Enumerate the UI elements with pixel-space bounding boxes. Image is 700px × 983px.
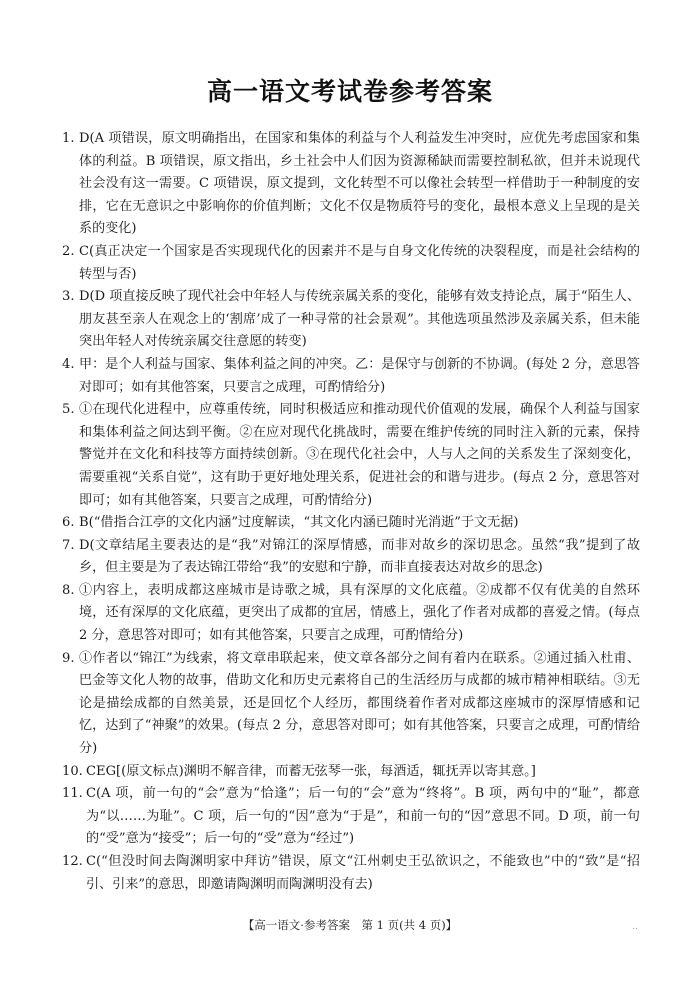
answer-item-1 bbox=[62, 128, 640, 241]
answer-text: B(“借指合江亭的文化内涵”过度解读，“其文化内涵已随时光消逝”于文无据) bbox=[79, 515, 519, 531]
answer-item-5 bbox=[62, 399, 640, 512]
answer-number: 7. bbox=[62, 537, 75, 553]
answer-text: C(真正决定一个国家是否实现现代化的因素并不是与自身文化传统的决裂程度，而是社会结构的转型与否) bbox=[79, 243, 640, 282]
answer-list bbox=[62, 128, 640, 896]
answer-text: C(A 项，前一句的“会”意为“恰逢”；后一句的“会”意为“终将”。B 项，两句中的“耻”，都意为“以……为耻”。C 项，后一句的“因”意为“于是”，和前一句的“因”意思不同。D 项，前一句的“受”意为“接受”；后一句的“受”意为“经过”) bbox=[86, 786, 640, 847]
answer-item-7 bbox=[62, 535, 640, 580]
answer-text: C(“但没时间去陶渊明家中拜访”错误，原文“江州刺史王弘欲识之，不能致也”中的“致”是“招引、引来”的意思，即邀请陶渊明而陶渊明没有去) bbox=[86, 854, 640, 892]
corner-dot-mark: .. bbox=[632, 922, 638, 932]
answer-number: 1. bbox=[62, 131, 75, 146]
answer-item-9 bbox=[62, 648, 640, 761]
answer-text: D(D 项直接反映了现代社会中年轻人与传统亲属关系的变化，能够有效支持论点，属于“陌生人、朋友甚至亲人在观念上的‘割席’成了一种寻常的社会景观”。其他选项虽然涉及亲属关系，但未能突出年轻人对传统亲属交往意愿的转变) bbox=[79, 289, 640, 350]
answer-text: ①内容上，表明成都这座城市是诗歌之城，具有深厚的文化底蕴。②成都不仅有优美的自然环境，还有深厚的文化底蕴，更突出了成都的宜居，情感上，强化了作者对成都的喜爱之情。(每点 2 分，意思答对即可；如有其他答案，只要言之成理，可酌情给分) bbox=[79, 582, 640, 644]
answer-text: ①在现代化进程中，应尊重传统，同时积极适应和推动现代价值观的发展，确保个人利益与国家和集体利益之间达到平衡。②在应对现代化挑战时，需要在维护传统的同时注入新的元素，保持警觉并在文化和科技等方面持续创新。③在现代化社会中，人与人之间的关系发生了深刻变化，需要重视“关系自觉”，这有助于更好地处理关系，促进社会的和谐与进步。(每点 2 分，意思答对即可；如有其他答案，只要言之成理，可酌情给分) bbox=[79, 402, 640, 508]
answer-text: ①作者以“锦江”为线索，将文章串联起来，使文章各部分之间有着内在联系。②通过插入杜甫、巴金等文化人物的故事，借助文化和历史元素将自己的生活经历与成都的城市精神相联结。③无论是描绘成都的自然美景，还是回忆个人经历，都围绕着作者对成都这座城市的深厚情感和记忆，达到了“神聚”的效果。(每点 2 分，意思答对即可；如有其他答案，只要言之成理，可酌情给分) bbox=[79, 650, 640, 757]
answer-item-8 bbox=[62, 580, 640, 648]
answer-number: 5. bbox=[62, 402, 75, 418]
answer-number: 2. bbox=[62, 243, 75, 259]
answer-number: 4. bbox=[62, 356, 75, 372]
answer-text: D(文章结尾主要表达的是“我”对锦江的深厚情感，而非对故乡的深切思念。虽然“我”提到了故乡，但主要是为了表达锦江带给“我”的安慰和宁静，而非直接表达对故乡的思念) bbox=[79, 537, 640, 576]
answer-item-4 bbox=[62, 354, 640, 399]
answer-number: 8. bbox=[62, 582, 75, 598]
answer-item-11 bbox=[62, 783, 640, 851]
answer-text: CEG[(原文标点)渊明不解音律，而蓄无弦琴一张，每酒适，辄抚弄以寄其意。] bbox=[86, 763, 536, 779]
page-footer: 【高一语文·参考答案 第 1 页(共 4 页)】 bbox=[242, 918, 458, 932]
page-title: 高一语文考试卷参考答案 bbox=[206, 77, 493, 106]
answer-item-6 bbox=[62, 512, 640, 535]
answer-number: 9. bbox=[62, 650, 75, 666]
answer-number: 6. bbox=[62, 515, 75, 531]
answer-number: 10. bbox=[62, 763, 83, 779]
answer-number: 11. bbox=[62, 786, 83, 802]
answer-item-12 bbox=[62, 851, 640, 896]
answer-text: D(A 项错误，原文明确指出，在国家和集体的利益与个人利益发生冲突时，应优先考虑国家和集体的利益。B 项错误，原文指出，乡土社会中人们因为资源稀缺而需要控制私欲，但并未说现代社会没有这一需要。C 项错误，原文提到，文化转型不可以像社会转型一样借助于一种制度的安排，它在无意识之中影响你的价值判断；文化不仅是物质符号的变化，最根本意义上呈现的是关系的变化) bbox=[79, 131, 640, 237]
answer-number: 3. bbox=[62, 289, 75, 305]
answer-item-3 bbox=[62, 286, 640, 354]
answer-item-2 bbox=[62, 241, 640, 286]
answer-item-10 bbox=[62, 761, 640, 784]
answer-number: 12. bbox=[62, 854, 83, 869]
answer-text: 甲：是个人利益与国家、集体利益之间的冲突。乙：是保守与创新的不协调。(每处 2 分，意思答对即可；如有其他答案，只要言之成理，可酌情给分) bbox=[79, 356, 640, 395]
